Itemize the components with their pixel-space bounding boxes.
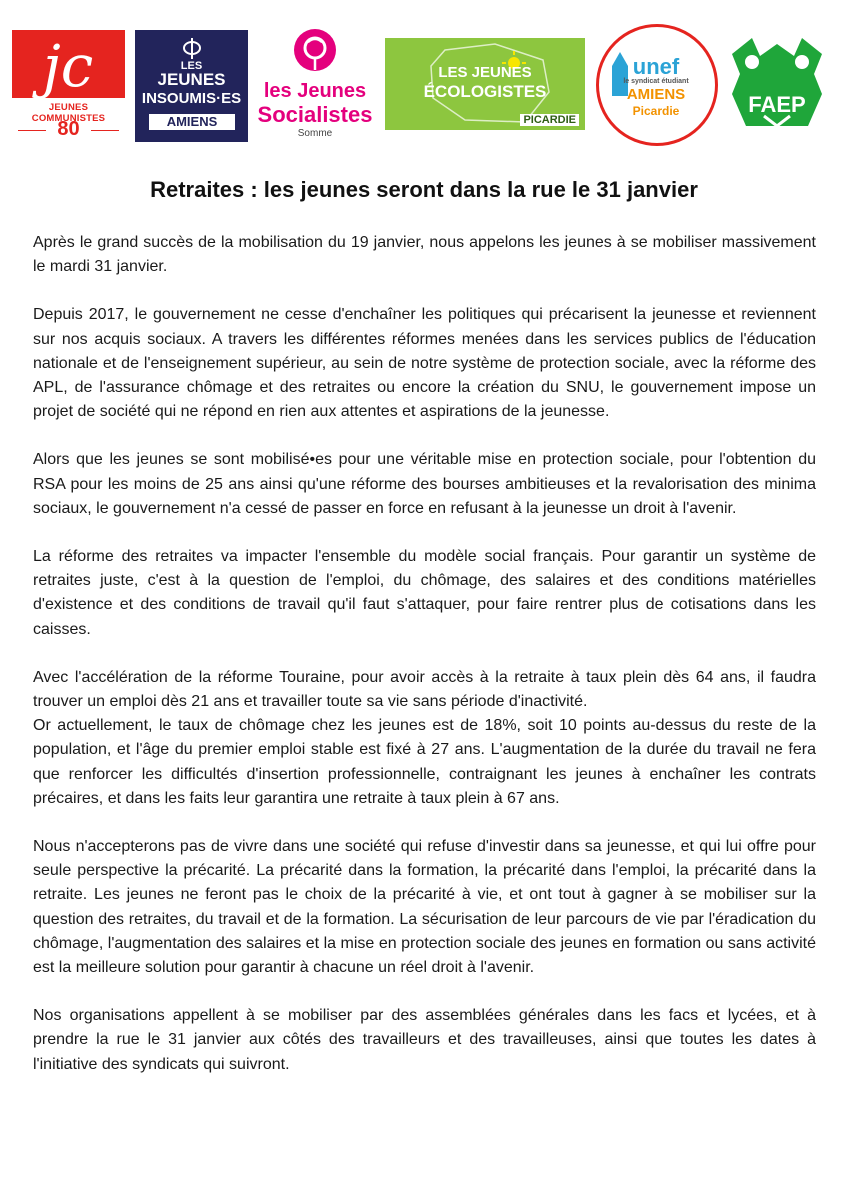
phi-icon: [181, 36, 203, 60]
js-sub: Somme: [297, 128, 333, 139]
paragraph: Depuis 2017, le gouvernement ne cesse d'enchaîner les politiques qui précarisent la jeunesse et reviennent sur nos acquis sociaux. A travers les différentes réformes menées dans les services publics de l'éducation nationale et de l'enseignement supérieur, au sein de notre système de protection sociale, avec la réforme des APL, de l'assurance chômage et des retraites ou encore la création du SNU, le gouvernement impose un projet de société qui ne répond en rien aux attentes et aspirations de la jeunesse.: [33, 306, 816, 421]
paragraph: Nous n'accepterons pas de vivre dans une société qui refuse d'investir dans sa jeunesse, et qui lui offre pour seule perspective la précarité. La précarité dans la formation, la précarité dans l'emploi, la précarité dans la retraite. Les jeunes ne feront pas le choix de la précarité à vie, et ont tout à gagner à se mobiliser sur la question des retraites, du travail et de la formation. La sécurisation de leur parcours de vie par l'éradication du chômage, l'augmentation des salaires et la mise en protection sociale des jeunes en formation ou sans activité est la meilleure solution pour garantir à chacune un réel droit à l'avenir.: [33, 838, 816, 977]
js-line2: Socialistes: [257, 102, 373, 127]
divider: [91, 130, 119, 131]
jc-label: JEUNES COMMUNISTES: [31, 102, 106, 124]
unef-region: Picardie: [632, 104, 680, 118]
faep-logo: [722, 34, 832, 134]
lfi-line2: JEUNES: [157, 70, 226, 89]
jeunes-insoumis-logo: [135, 30, 248, 142]
faep-name: FAEP: [748, 92, 806, 117]
unef-logo: [594, 22, 718, 146]
jc-red-box: [12, 30, 125, 98]
paragraph: Nos organisations appellent à se mobiliser par des assemblées générales dans les facs et lycées, et à prendre la rue le 31 janvier aux côtés des travailleurs et des travailleuses, ainsi que toutes les dates à l'initiative des syndicats qui suivront.: [33, 1007, 816, 1073]
paragraph: La réforme des retraites va impacter l'ensemble du modèle social français. Pour garantir un système de retraites juste, c'est à la question de l'emploi, du chômage, des salaires et des conditions matérielles d'existence et des conditions de travail qu'il faut s'attaquer, pour faire rentrer plus de cotisations dans les caisses.: [33, 548, 816, 638]
js-line1: les Jeunes: [263, 80, 367, 102]
unef-city: AMIENS: [626, 86, 686, 103]
unef-brand: unef: [632, 54, 680, 79]
document-body: [33, 231, 816, 1101]
rose-icon: [291, 28, 339, 74]
paragraph: Alors que les jeunes se sont mobilisé•es pour une véritable mise en protection sociale, pour l'obtention du RSA pour les moins de 25 ans ainsi qu'une réforme des bourses ambitieuses et la revalorisation des minima sociaux, le gouvernement n'a cessé de passer en force en refusant à la jeunesse un droit à l'avenir.: [33, 451, 816, 517]
eco-line2: ÉCOLOGISTES: [423, 82, 547, 101]
page-title: Retraites : les jeunes seront dans la rue le 31 janvier: [150, 177, 698, 202]
jeunes-ecologistes-logo: [385, 38, 585, 130]
lfi-city: AMIENS: [166, 114, 218, 129]
jeunes-socialistes-logo: [255, 28, 375, 144]
paragraph: Avec l'accélération de la réforme Touraine, pour avoir accès à la retraite à taux plein dès 64 ans, il faudra trouver un emploi dès 21 ans et travailler toute sa vie sans période d'inactivité.: [33, 668, 816, 711]
eco-region: PICARDIE: [520, 114, 579, 126]
lfi-city-bar: [149, 114, 235, 130]
eco-line1: LES JEUNES: [438, 64, 532, 81]
lfi-line1: LES: [180, 60, 203, 72]
lfi-line3: INSOUMIS·ES: [141, 90, 242, 107]
logo-strip: [0, 22, 848, 146]
jc-mark-icon: [12, 30, 125, 98]
jc-number: 80: [57, 118, 80, 140]
faep-emblem-icon: [722, 34, 832, 134]
unef-sub: le syndicat étudiant: [623, 78, 689, 85]
jc-mark: jc: [42, 32, 94, 98]
jeunes-communistes-logo: [12, 30, 125, 140]
paragraph: Après le grand succès de la mobilisation du 19 janvier, nous appelons les jeunes à se mobiliser massivement le mardi 31 janvier.: [33, 234, 816, 276]
paragraph: Or actuellement, le taux de chômage chez les jeunes est de 18%, soit 10 points au-dessus du reste de la population, et l'âge du premier emploi stable est fixé à 27 ans. L'augmentation de la durée du travail ne fera que renforcer les difficultés d'insertion professionnelle, contraignant les jeunes à enchaîner les contrats précaires, et dans les faits leur garantira une retraite à taux plein à 67 ans.: [33, 717, 816, 807]
